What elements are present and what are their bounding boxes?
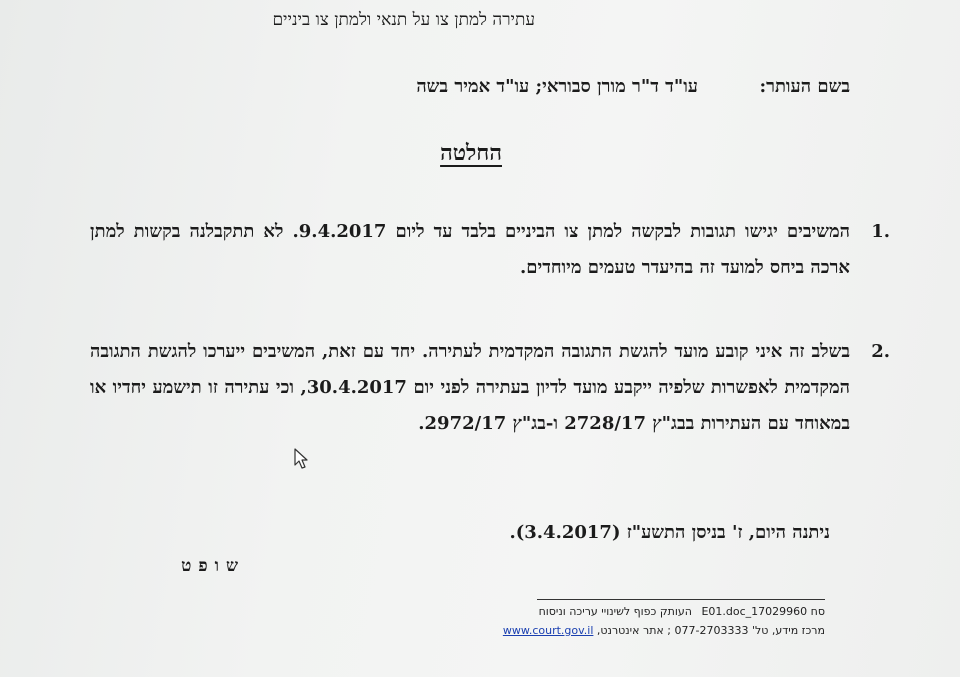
- paragraph-number: 1.: [871, 221, 890, 242]
- copy-note: העותק כפוף לשינויי עריכה וניסוח: [538, 605, 692, 618]
- file-code: סח: [810, 605, 825, 618]
- decision-date: ניתנה היום, ז' בניסן התשע"ז (3.4.2017).: [509, 522, 830, 543]
- info-center: מרכז מידע, טל' 077-2703333 ; אתר אינטרנט,: [596, 624, 825, 637]
- mouse-pointer-icon: [294, 448, 310, 470]
- footer-line-2: [499, 624, 825, 637]
- footer-line-1: [539, 605, 825, 618]
- judge-title: שופט: [181, 556, 245, 576]
- case-title: עתירה למתן צו על תנאי ולמתן צו ביניים: [272, 10, 535, 30]
- footer-divider: [537, 599, 825, 600]
- paragraph-text: המשיבים יגישו תגובות לבקשה למתן צו הביניים בלבד עד ליום 9.4.2017. לא תתקבלנה בקשות למתן ארכה ביחס למועד זה בהיעדר טעמים מיוחדים.: [90, 221, 850, 278]
- counsel-label: בשם העותר:: [759, 76, 850, 97]
- paragraph-text: בשלב זה איני קובע מועד להגשת התגובה המקדמית לעתירה. יחד עם זאת, המשיבים ייערכו להגשת התגובה המקדמית לאפשרות שלפיה ייקבע מועד לדיון בעתירה לפני יום 30.4.2017, וכי עתירה זו תישמע יחדיו או במאוחד עם העתירות בבג"ץ 2728/17 ו-בג"ץ 2972/17.: [90, 341, 851, 434]
- file-reference: 17029960_E01.doc: [701, 605, 808, 618]
- decision-heading: החלטה: [440, 140, 502, 166]
- counsel-names: עו"ד ד"ר מורן סבוראי; עו"ד אמיר בשה: [416, 76, 698, 97]
- website-link[interactable]: www.court.gov.il: [502, 624, 594, 637]
- paragraph-number: 2.: [871, 341, 890, 362]
